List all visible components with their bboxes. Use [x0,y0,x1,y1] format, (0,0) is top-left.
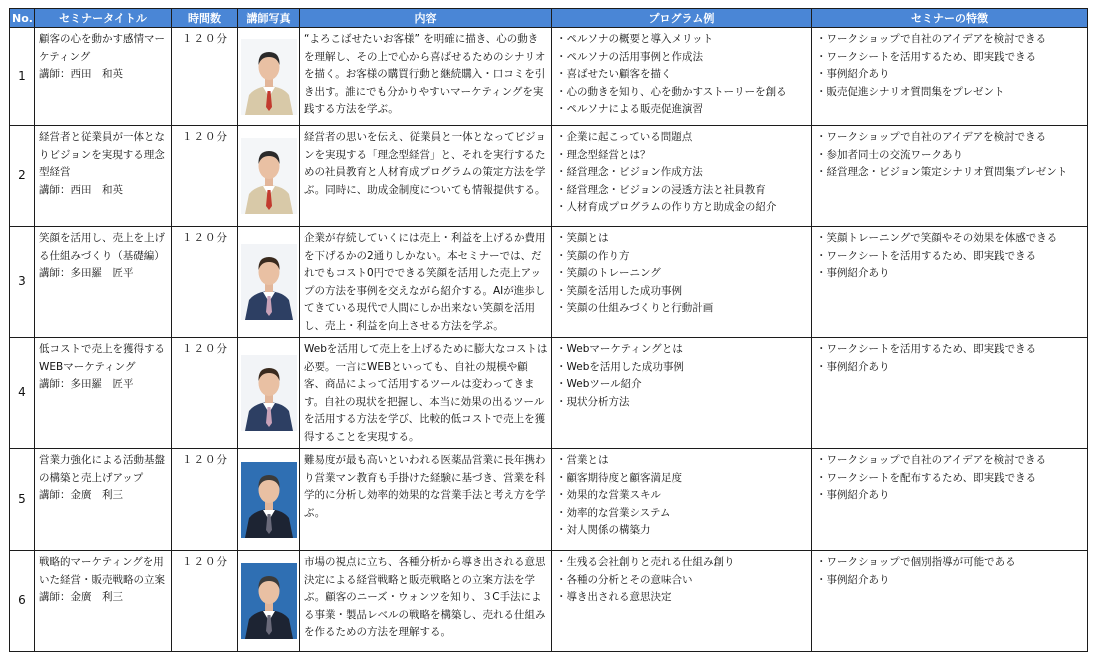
program-item: ・ 笑顔の作り方 [556,248,808,266]
content-cell [300,449,552,551]
program-item: ・ 経営理念・ビジョン作成方法 [556,164,808,182]
table-row [10,227,1088,338]
program-item: ・ 経営理念・ビジョンの浸透方法と社員教育 [556,182,808,200]
header-row [10,9,1088,28]
program-list [556,129,808,217]
lecturer-photo [241,563,297,639]
person-portrait-icon [241,355,297,431]
duration: １２０分 [172,28,238,126]
program-list [556,341,808,411]
duration: １２０分 [172,338,238,449]
seminar-title: 低コストで売上を獲得するWEBマーケティング [39,343,165,373]
program-item: ・ 顧客期待度と顧客満足度 [556,470,808,488]
seminar-title-cell [35,338,172,449]
row-number: 1 [10,28,35,126]
feature-item: ・ ワークシートを活用するため、即実践できる [816,49,1084,67]
lecturer-photo [241,462,297,538]
features-cell [812,28,1088,126]
lecturer-photo [241,244,297,320]
features-list [816,129,1084,182]
header-features: セミナーの特徴 [812,9,1088,28]
program-cell [552,28,812,126]
feature-item: ・ ワークショップで個別指導が可能である [816,554,1084,572]
lecturer-name: 講師：多田羅 匠平 [39,267,134,279]
lecturer-photo-cell [238,28,300,126]
program-item: ・ 営業とは [556,452,808,470]
header-no: No. [10,9,35,28]
feature-item: ・ 参加者同士の交流ワークあり [816,147,1084,165]
features-cell [812,126,1088,227]
content-description: “よろこばせたいお客様” を明確に描き、心の動きを理解し、その上で心から喜ばせるためのシナリオを描く。お客様の購買行動と継続購入・口コミを引き出す。誰にでも分かりやすいマーケティングを実践する方法を学ぶ。 [304,33,546,115]
header-title: セミナータイトル [35,9,172,28]
feature-item: ・ ワークショップで自社のアイデアを検討できる [816,129,1084,147]
duration: １２０分 [172,126,238,227]
feature-item: ・ 事例紹介あり [816,572,1084,590]
program-cell [552,449,812,551]
lecturer-photo [241,355,297,431]
program-list [556,554,808,607]
features-list [816,452,1084,505]
person-portrait-icon [241,244,297,320]
program-cell [552,551,812,652]
content-description: 経営者の思いを伝え、従業員と一体となってビジョンを実現する「理念型経営」と、それを実行するための社員教育と人材育成プログラムの策定方法を学ぶ。同時に、助成金制度についても情報提供する。 [304,131,546,196]
header-program: プログラム例 [552,9,812,28]
seminar-title-cell [35,28,172,126]
program-item: ・ Webツール紹介 [556,376,808,394]
feature-item: ・ 笑顔トレーニングで笑顔やその効果を体感できる [816,230,1084,248]
features-list [816,341,1084,376]
header-photo: 講師写真 [238,9,300,28]
content-cell [300,551,552,652]
feature-item: ・ ワークショップで自社のアイデアを検討できる [816,31,1084,49]
program-item: ・ 生残る会社創りと売れる仕組み創り [556,554,808,572]
row-number: 2 [10,126,35,227]
feature-item: ・ ワークシートを配布するため、即実践できる [816,470,1084,488]
lecturer-photo-cell [238,338,300,449]
lecturer-name: 講師：西田 和英 [39,68,123,80]
lecturer-photo-cell [238,551,300,652]
program-item: ・ ペルソナの概要と導入メリット [556,31,808,49]
table-row [10,551,1088,652]
content-description: 難易度が最も高いといわれる医薬品営業に長年携わり営業マン教育も手掛けた経験に基づき、営業を科学的に分析し効率的効果的な営業手法と考え方を学ぶ。 [304,454,546,519]
program-item: ・ Webマーケティングとは [556,341,808,359]
person-portrait-icon [241,563,297,639]
seminar-title: 顧客の心を動かす感情マーケティング [39,33,165,63]
lecturer-name: 講師：多田羅 匠平 [39,378,134,390]
row-number: 3 [10,227,35,338]
features-cell [812,551,1088,652]
lecturer-name: 講師：西田 和英 [39,183,123,196]
program-cell [552,338,812,449]
features-list [816,230,1084,283]
features-list [816,31,1084,101]
table-row [10,126,1088,227]
content-description: 市場の視点に立ち、各種分析から導き出される意思決定による経営戦略と販売戦略との立案方法を学ぶ。顧客のニーズ・ウォンツを知り、３C手法による事業・製品レベルの戦略を構築し、売れる仕組みを作るための方法を理解する。 [304,556,546,638]
seminar-table [9,8,1088,652]
content-cell [300,126,552,227]
program-item: ・ 現状分析方法 [556,394,808,412]
content-description: Webを活用して売上を上げるために膨大なコストは必要。一言にWEBといっても、自社の規模や顧客、商品によって活用するツールは変わってきます。自社の現状を把握し、本当に効果の出るツールを活用する方法を学び、比較的低コストで売上を獲得することを実現する。 [304,343,548,443]
seminar-title-cell [35,449,172,551]
lecturer-photo-cell [238,227,300,338]
duration: １２０分 [172,551,238,652]
seminar-title: 経営者と従業員が一体となりビジョンを実現する理念型経営 [39,131,165,178]
seminar-title-cell [35,126,172,227]
features-cell [812,449,1088,551]
lecturer-name: 講師：金廣 利三 [39,489,123,501]
feature-item: ・ ワークシートを活用するため、即実践できる [816,341,1084,359]
person-portrait-icon [241,138,297,214]
lecturer-photo-cell [238,449,300,551]
program-item: ・ 心の動きを知り、心を動かすストーリーを創る [556,84,808,102]
program-item: ・ 笑顔のトレーニング [556,265,808,283]
table-row [10,28,1088,126]
person-portrait-icon [241,39,297,115]
program-item: ・ 笑顔とは [556,230,808,248]
seminar-title: 笑顔を活用し、売上を上げる仕組みづくり（基礎編） [39,232,165,262]
content-cell [300,227,552,338]
lecturer-photo-cell [238,126,300,227]
header-hours: 時間数 [172,9,238,28]
program-item: ・ Webを活用した成功事例 [556,359,808,377]
feature-item: ・ ワークショップで自社のアイデアを検討できる [816,452,1084,470]
program-item: ・ 各種の分析とその意味合い [556,572,808,590]
program-item: ・ 笑顔を活用した成功事例 [556,283,808,301]
row-number: 4 [10,338,35,449]
program-item: ・ 導き出される意思決定 [556,589,808,607]
program-item: ・ 人材育成プログラムの作り方と助成金の紹介 [556,199,808,217]
program-list [556,230,808,318]
feature-item: ・ 経営理念・ビジョン策定シナリオ質問集プレゼント [816,164,1084,182]
program-cell [552,227,812,338]
seminar-title: 営業力強化による活動基盤の構築と売上げアップ [39,454,165,484]
lecturer-photo [241,138,297,214]
table-row [10,449,1088,551]
program-item: ・ ペルソナの活用事例と作成法 [556,49,808,67]
lecturer-photo [241,39,297,115]
features-cell [812,227,1088,338]
program-item: ・ 笑顔の仕組みづくりと行動計画 [556,300,808,318]
duration: １２０分 [172,227,238,338]
program-item: ・ 対人関係の構築力 [556,522,808,540]
table-row [10,338,1088,449]
feature-item: ・ 事例紹介あり [816,487,1084,505]
program-cell [552,126,812,227]
feature-item: ・ 事例紹介あり [816,66,1084,84]
content-cell [300,338,552,449]
row-number: 6 [10,551,35,652]
program-item: ・ 効果的な営業スキル [556,487,808,505]
duration: １２０分 [172,449,238,551]
feature-item: ・ ワークシートを活用するため、即実践できる [816,248,1084,266]
features-list [816,554,1084,589]
content-description: 企業が存続していくには売上・利益を上げるか費用を下げるかの2通りしかない。本セミナーでは、だれでもコスト0円でできる笑顔を活用した売上アップの方法を事例を交えながら紹介する。AIが進歩してきている現代で人間にしか出来ない笑顔を活用し、売上・利益を向上させる方法を学ぶ。 [304,232,546,332]
seminar-title-cell [35,227,172,338]
program-item: ・ ペルソナによる販売促進演習 [556,101,808,119]
program-item: ・ 理念型経営とは？ [556,147,808,165]
feature-item: ・ 販売促進シナリオ質問集をプレゼント [816,84,1084,102]
seminar-title-cell [35,551,172,652]
person-portrait-icon [241,462,297,538]
program-item: ・ 効率的な営業システム [556,505,808,523]
row-number: 5 [10,449,35,551]
lecturer-name: 講師：金廣 利三 [39,591,123,603]
feature-item: ・ 事例紹介あり [816,359,1084,377]
features-cell [812,338,1088,449]
content-cell [300,28,552,126]
header-content: 内容 [300,9,552,28]
seminar-title: 戦略的マーケティングを用いた経営・販売戦略の立案 [39,556,165,586]
program-item: ・ 企業に起こっている問題点 [556,129,808,147]
program-item: ・ 喜ばせたい顧客を描く [556,66,808,84]
program-list [556,452,808,540]
program-list [556,31,808,119]
feature-item: ・ 事例紹介あり [816,265,1084,283]
